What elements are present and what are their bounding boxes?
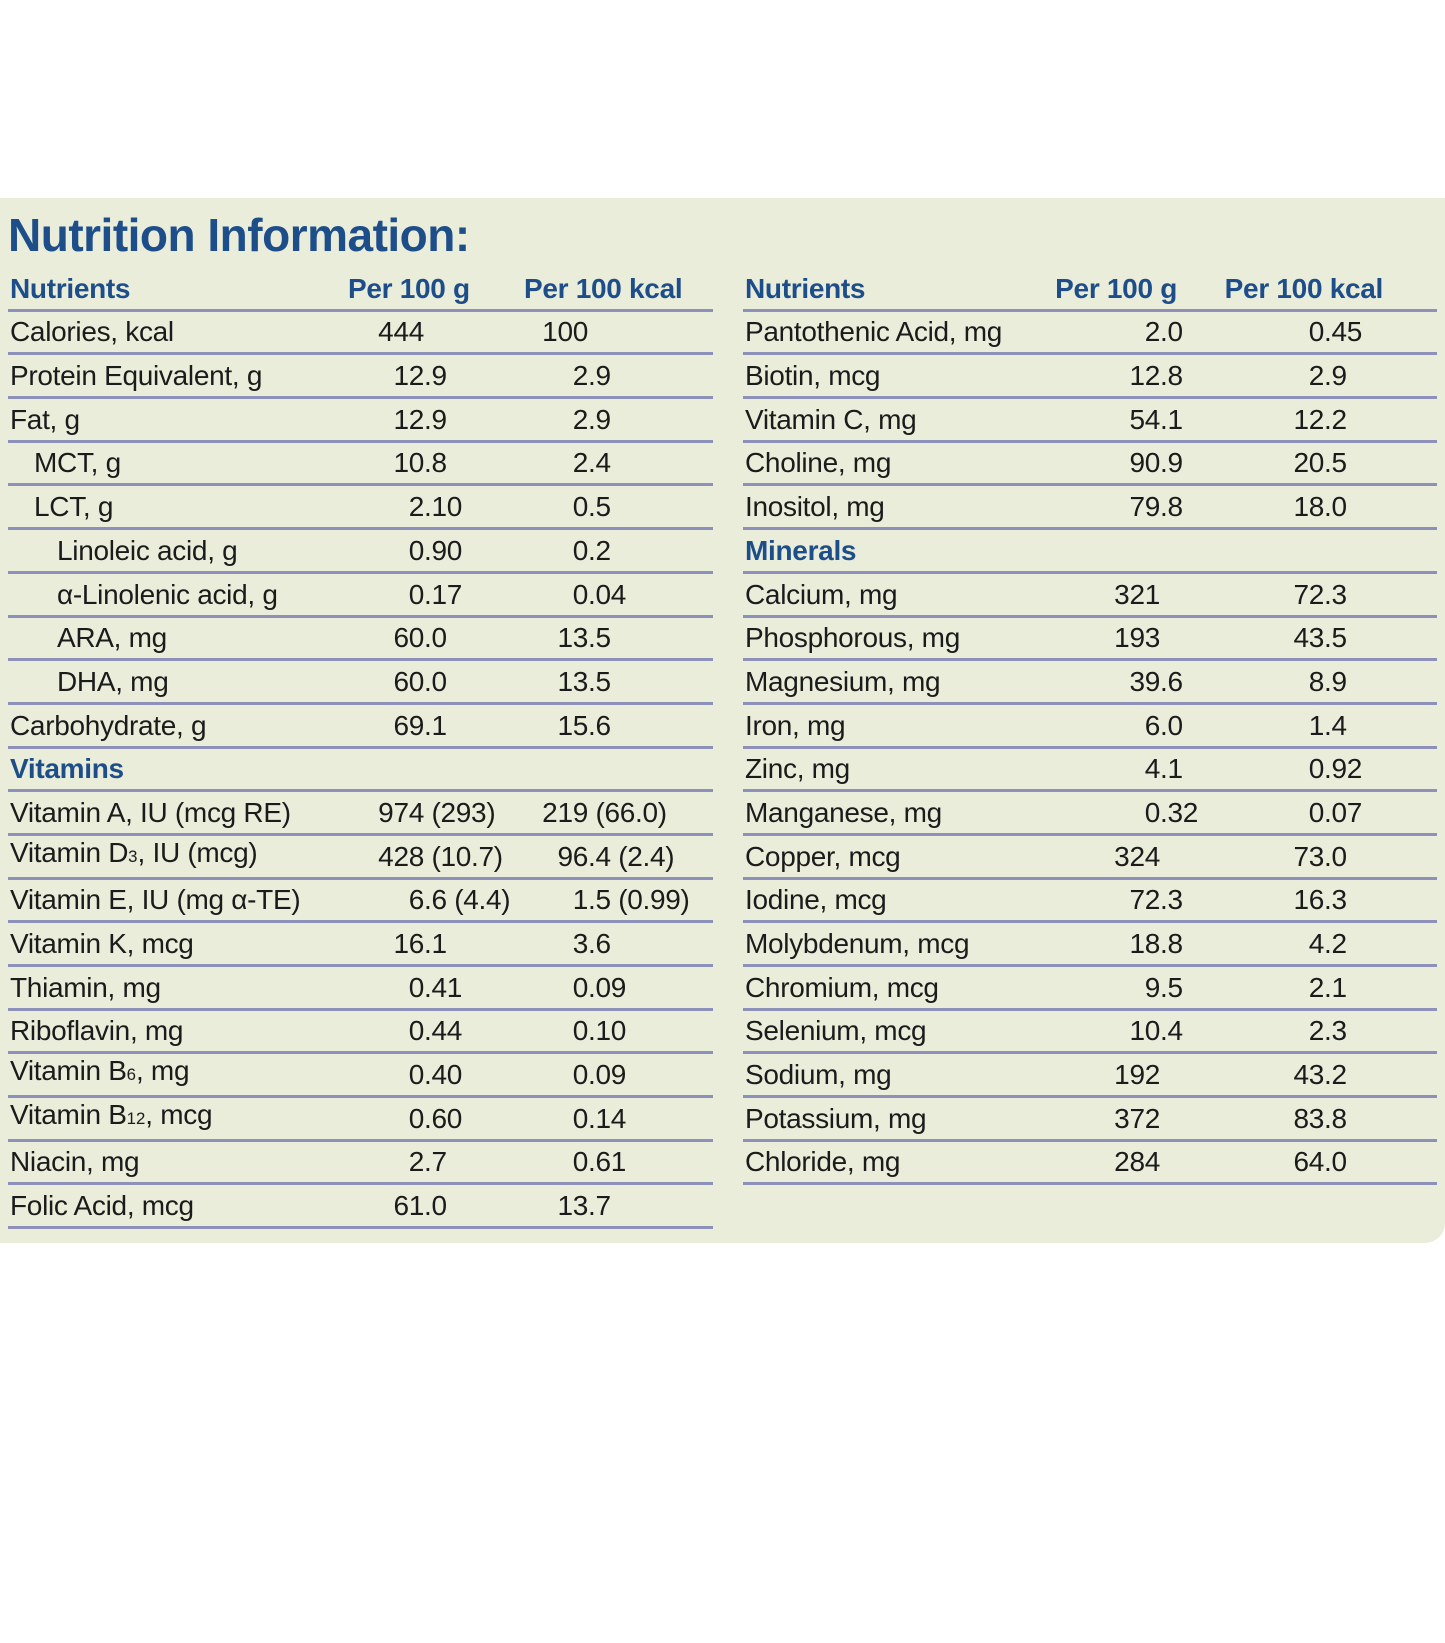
per-100g-value-int: 39 bbox=[1129, 665, 1160, 697]
nutrient-label: Vitamin C, mg bbox=[745, 403, 917, 435]
table-row bbox=[8, 312, 713, 356]
per-100kcal-value-frac: .0 bbox=[1324, 1146, 1347, 1178]
table-row bbox=[743, 661, 1437, 705]
per-100kcal-value-int: 64 bbox=[1293, 1146, 1324, 1178]
per-100g-value-int: 0 bbox=[1144, 796, 1160, 828]
per-100kcal-value-int: 0 bbox=[572, 1059, 588, 1091]
per-100kcal-value-int: 73 bbox=[1293, 840, 1324, 872]
table-row bbox=[8, 880, 713, 924]
per-100kcal-value-frac: .9 bbox=[588, 360, 611, 392]
per-100kcal-value-frac: .14 bbox=[588, 1102, 627, 1134]
per-100kcal-value-int: 2 bbox=[1308, 971, 1324, 1003]
nutrient-label: Vitamin D3, IU (mcg) bbox=[10, 836, 258, 868]
per-100kcal-column-header: Per 100 kcal bbox=[1224, 272, 1383, 304]
per-100g-value-frac: .60 bbox=[424, 1102, 463, 1134]
table-row bbox=[8, 618, 713, 662]
nutrient-label: α-Linolenic acid, g bbox=[57, 578, 278, 610]
per-100kcal-value-int: 2 bbox=[572, 360, 588, 392]
table-row bbox=[8, 1054, 713, 1098]
per-100g-value-int: 90 bbox=[1129, 447, 1160, 479]
per-100kcal-value-frac: .3 bbox=[1324, 1015, 1347, 1047]
per-100kcal-value-int: 0 bbox=[572, 534, 588, 566]
per-100g-value-int: 79 bbox=[1129, 491, 1160, 523]
nutrient-label: Niacin, mg bbox=[10, 1146, 140, 1178]
per-100g-value-int: 12 bbox=[393, 360, 424, 392]
per-100kcal-value-frac: .5 bbox=[1324, 622, 1347, 654]
per-100kcal-value-int: 0 bbox=[572, 1102, 588, 1134]
column-header-row bbox=[8, 268, 713, 312]
nutrient-label: Vitamin B6, mg bbox=[10, 1055, 190, 1087]
per-100g-value-int: 10 bbox=[393, 447, 424, 479]
nutrient-label: Vitamin K, mcg bbox=[10, 928, 194, 959]
per-100g-value-int: 2 bbox=[408, 1146, 424, 1178]
nutrient-label: Biotin, mcg bbox=[745, 360, 881, 392]
per-100g-column-header: Per 100 g bbox=[348, 272, 470, 304]
per-100kcal-value-int: 13 bbox=[557, 622, 588, 654]
per-100kcal-value-frac: .2 bbox=[588, 534, 611, 566]
nutrient-label: Thiamin, mg bbox=[10, 971, 161, 1003]
table-row bbox=[743, 1011, 1437, 1055]
per-100g-value-int: 60 bbox=[393, 622, 424, 654]
nutrient-label: Carbohydrate, g bbox=[10, 709, 207, 741]
table-row bbox=[743, 880, 1437, 924]
per-100g-value-int: 61 bbox=[393, 1190, 424, 1222]
per-100kcal-value-int: 0 bbox=[572, 578, 588, 610]
per-100g-value-frac: (10.7) bbox=[424, 840, 503, 872]
per-100kcal-value-frac: .3 bbox=[1324, 578, 1347, 610]
per-100kcal-value-int: 16 bbox=[1293, 884, 1324, 916]
table-row bbox=[743, 618, 1437, 662]
nutrient-label: Choline, mg bbox=[745, 447, 892, 479]
nutrient-label: Linoleic acid, g bbox=[57, 534, 238, 566]
per-100kcal-value-int: 0 bbox=[1308, 316, 1324, 348]
nutrient-label: Sodium, mg bbox=[745, 1059, 892, 1091]
per-100g-value-int: 9 bbox=[1144, 971, 1160, 1003]
per-100g-value-int: 10 bbox=[1129, 1015, 1160, 1047]
per-100g-value-int: 193 bbox=[1114, 622, 1160, 654]
per-100kcal-value-frac: .10 bbox=[588, 1015, 627, 1047]
per-100kcal-value-frac: .9 bbox=[1324, 665, 1347, 697]
nutrient-label: Zinc, mg bbox=[745, 753, 850, 785]
nutrient-label: LCT, g bbox=[34, 491, 114, 523]
table-row bbox=[8, 399, 713, 443]
per-100kcal-value-frac: .5 (0.99) bbox=[588, 884, 690, 916]
per-100g-value-frac: .1 bbox=[1160, 403, 1183, 435]
per-100kcal-value-frac: .5 bbox=[588, 665, 611, 697]
per-100kcal-value-int: 83 bbox=[1293, 1102, 1324, 1134]
per-100kcal-value-int: 0 bbox=[572, 971, 588, 1003]
per-100kcal-value-frac: .09 bbox=[588, 971, 627, 1003]
per-100g-value-int: 324 bbox=[1114, 840, 1160, 872]
per-100g-value-frac: .5 bbox=[1160, 971, 1183, 1003]
table-row bbox=[743, 792, 1437, 836]
per-100g-value-int: 0 bbox=[408, 971, 424, 1003]
per-100kcal-value-int: 13 bbox=[557, 665, 588, 697]
nutrient-label: Iodine, mcg bbox=[745, 884, 887, 916]
per-100g-value-int: 6 bbox=[408, 884, 424, 916]
per-100g-value-frac: .0 bbox=[424, 622, 447, 654]
per-100g-value-int: 974 bbox=[378, 796, 424, 828]
table-row bbox=[743, 1054, 1437, 1098]
nutrient-label: Vitamin A, IU (mcg RE) bbox=[10, 796, 291, 828]
table-row bbox=[743, 574, 1437, 618]
per-100kcal-value-frac: .7 bbox=[588, 1190, 611, 1222]
table-row bbox=[743, 355, 1437, 399]
per-100kcal-value-frac: .6 bbox=[588, 928, 611, 959]
table-row bbox=[8, 1098, 713, 1142]
per-100kcal-value-frac: .4 bbox=[588, 447, 611, 479]
per-100g-value-int: 192 bbox=[1114, 1059, 1160, 1091]
per-100g-value-frac: .8 bbox=[1160, 491, 1183, 523]
per-100kcal-value-int: 3 bbox=[572, 928, 588, 959]
tables-container bbox=[0, 268, 1445, 1229]
section-header-row bbox=[743, 530, 1437, 574]
table-row bbox=[743, 312, 1437, 356]
nutrient-label: Copper, mcg bbox=[745, 840, 901, 872]
table-row bbox=[8, 355, 713, 399]
per-100g-value-int: 2 bbox=[408, 491, 424, 523]
nutrition-panel bbox=[0, 198, 1445, 1243]
per-100kcal-value-int: 96 bbox=[557, 840, 588, 872]
per-100kcal-value-int: 219 bbox=[542, 796, 588, 828]
per-100g-value-int: 0 bbox=[408, 578, 424, 610]
per-100g-value-frac: .9 bbox=[424, 360, 447, 392]
nutrient-label: ARA, mg bbox=[57, 622, 167, 654]
table-row bbox=[8, 923, 713, 967]
nutrient-label: Calories, kcal bbox=[10, 316, 174, 348]
per-100kcal-value-frac: .3 bbox=[1324, 884, 1347, 916]
per-100kcal-value-int: 100 bbox=[542, 316, 588, 348]
per-100g-value-frac: .9 bbox=[1160, 447, 1183, 479]
per-100kcal-value-int: 0 bbox=[1308, 753, 1324, 785]
nutrient-label: Selenium, mcg bbox=[745, 1015, 927, 1047]
per-100g-value-frac: .4 bbox=[1160, 1015, 1183, 1047]
per-100kcal-value-frac: .61 bbox=[588, 1146, 627, 1178]
table-row bbox=[743, 749, 1437, 793]
left-table-rows bbox=[8, 312, 713, 1229]
subscript: 3 bbox=[128, 846, 138, 866]
per-100kcal-value-int: 13 bbox=[557, 1190, 588, 1222]
nutrient-label: Inositol, mg bbox=[745, 491, 885, 523]
per-100g-value-int: 372 bbox=[1114, 1102, 1160, 1134]
per-100kcal-value-frac: .9 bbox=[588, 403, 611, 435]
per-100kcal-value-frac: .8 bbox=[1324, 1102, 1347, 1134]
per-100g-value-frac: (293) bbox=[424, 796, 496, 828]
table-row bbox=[8, 967, 713, 1011]
nutrient-label: Pantothenic Acid, mg bbox=[745, 316, 1003, 348]
nutrient-label: Chromium, mcg bbox=[745, 971, 939, 1003]
left-nutrition-table bbox=[8, 268, 713, 1229]
per-100g-column-header: Per 100 g bbox=[1055, 272, 1177, 304]
nutrient-label: Vitamin B12, mcg bbox=[10, 1098, 213, 1130]
per-100g-value-int: 16 bbox=[393, 928, 424, 959]
right-table-rows bbox=[743, 312, 1437, 1186]
per-100kcal-value-frac: .04 bbox=[588, 578, 627, 610]
per-100g-value-frac: .6 bbox=[1160, 665, 1183, 697]
table-row bbox=[8, 792, 713, 836]
per-100g-value-frac: .8 bbox=[1160, 360, 1183, 392]
per-100kcal-value-frac: .2 bbox=[1324, 1059, 1347, 1091]
per-100g-value-frac: .7 bbox=[424, 1146, 447, 1178]
table-row bbox=[8, 530, 713, 574]
per-100kcal-value-int: 2 bbox=[572, 403, 588, 435]
per-100g-value-int: 0 bbox=[408, 1059, 424, 1091]
nutrient-label: Chloride, mg bbox=[745, 1146, 901, 1178]
per-100g-value-int: 6 bbox=[1144, 709, 1160, 741]
per-100g-value-int: 12 bbox=[1129, 360, 1160, 392]
table-row bbox=[743, 1142, 1437, 1186]
per-100g-value-int: 12 bbox=[393, 403, 424, 435]
table-row bbox=[8, 1142, 713, 1186]
nutrient-label: Potassium, mg bbox=[745, 1102, 927, 1134]
per-100kcal-value-frac: (66.0) bbox=[588, 796, 667, 828]
per-100g-value-int: 69 bbox=[393, 709, 424, 741]
subscript: 12 bbox=[126, 1108, 146, 1128]
per-100g-value-frac: .41 bbox=[424, 971, 463, 1003]
per-100g-value-frac: .1 bbox=[424, 709, 447, 741]
per-100kcal-value-frac: .45 bbox=[1324, 316, 1363, 348]
per-100kcal-value-int: 72 bbox=[1293, 578, 1324, 610]
per-100kcal-value-int: 2 bbox=[1308, 1015, 1324, 1047]
per-100g-value-int: 72 bbox=[1129, 884, 1160, 916]
nutrient-label: Molybdenum, mcg bbox=[745, 928, 970, 959]
table-row bbox=[743, 705, 1437, 749]
per-100g-value-int: 0 bbox=[408, 1015, 424, 1047]
per-100kcal-value-int: 0 bbox=[1308, 796, 1324, 828]
per-100g-value-int: 54 bbox=[1129, 403, 1160, 435]
per-100kcal-value-int: 15 bbox=[557, 709, 588, 741]
per-100kcal-value-int: 18 bbox=[1293, 491, 1324, 523]
per-100g-value-frac: .10 bbox=[424, 491, 463, 523]
per-100g-value-frac: .32 bbox=[1160, 796, 1199, 828]
table-row bbox=[8, 705, 713, 749]
per-100g-value-frac: .1 bbox=[424, 928, 447, 959]
per-100kcal-value-frac: .0 bbox=[1324, 491, 1347, 523]
per-100kcal-column-header: Per 100 kcal bbox=[524, 272, 683, 304]
per-100kcal-value-int: 2 bbox=[1308, 360, 1324, 392]
nutrient-label: Fat, g bbox=[10, 403, 80, 435]
per-100g-value-int: 428 bbox=[378, 840, 424, 872]
per-100g-value-frac: .8 bbox=[424, 447, 447, 479]
per-100kcal-value-int: 20 bbox=[1293, 447, 1324, 479]
nutrient-label: Magnesium, mg bbox=[745, 665, 941, 697]
per-100kcal-value-frac: .2 bbox=[1324, 928, 1347, 959]
per-100kcal-value-frac: .1 bbox=[1324, 971, 1347, 1003]
per-100kcal-value-frac: .5 bbox=[588, 622, 611, 654]
per-100kcal-value-frac: .6 bbox=[588, 709, 611, 741]
nutrient-label: Folic Acid, mcg bbox=[10, 1190, 194, 1222]
per-100g-value-int: 284 bbox=[1114, 1146, 1160, 1178]
per-100kcal-value-frac: .4 (2.4) bbox=[588, 840, 675, 872]
table-row bbox=[8, 836, 713, 880]
per-100g-value-frac: .44 bbox=[424, 1015, 463, 1047]
per-100kcal-value-int: 1 bbox=[572, 884, 588, 916]
per-100g-value-int: 444 bbox=[378, 316, 424, 348]
per-100kcal-value-frac: .2 bbox=[1324, 403, 1347, 435]
per-100g-value-frac: .6 (4.4) bbox=[424, 884, 511, 916]
section-header-row bbox=[8, 749, 713, 793]
per-100kcal-value-int: 43 bbox=[1293, 1059, 1324, 1091]
table-row bbox=[743, 399, 1437, 443]
per-100kcal-value-frac: .5 bbox=[588, 491, 611, 523]
per-100kcal-value-frac: .09 bbox=[588, 1059, 627, 1091]
table-row bbox=[8, 486, 713, 530]
column-header-row bbox=[743, 268, 1437, 312]
table-row bbox=[743, 1098, 1437, 1142]
per-100kcal-value-int: 8 bbox=[1308, 665, 1324, 697]
per-100kcal-value-frac: .5 bbox=[1324, 447, 1347, 479]
per-100g-value-frac: .90 bbox=[424, 534, 463, 566]
nutrient-label: Protein Equivalent, g bbox=[10, 360, 263, 392]
table-row bbox=[8, 1011, 713, 1055]
per-100kcal-value-frac: .92 bbox=[1324, 753, 1363, 785]
section-header-label: Vitamins bbox=[10, 753, 124, 785]
nutrients-column-header: Nutrients bbox=[745, 272, 866, 304]
section-header-label: Minerals bbox=[745, 534, 857, 566]
table-row bbox=[743, 836, 1437, 880]
nutrients-column-header: Nutrients bbox=[10, 272, 131, 304]
per-100g-value-frac: .17 bbox=[424, 578, 463, 610]
per-100g-value-frac: .8 bbox=[1160, 928, 1183, 959]
per-100g-value-int: 2 bbox=[1144, 316, 1160, 348]
per-100kcal-value-int: 0 bbox=[572, 491, 588, 523]
per-100kcal-value-frac: .07 bbox=[1324, 796, 1363, 828]
table-row bbox=[743, 443, 1437, 487]
table-row bbox=[743, 923, 1437, 967]
per-100g-value-int: 4 bbox=[1144, 753, 1160, 785]
per-100kcal-value-int: 1 bbox=[1308, 709, 1324, 741]
per-100g-value-frac: .9 bbox=[424, 403, 447, 435]
nutrient-label: MCT, g bbox=[34, 447, 121, 479]
per-100kcal-value-int: 0 bbox=[572, 1015, 588, 1047]
per-100g-value-frac: .0 bbox=[1160, 316, 1183, 348]
table-row bbox=[8, 1185, 713, 1229]
per-100kcal-value-int: 2 bbox=[572, 447, 588, 479]
per-100g-value-frac: .1 bbox=[1160, 753, 1183, 785]
page-title: Nutrition Information: bbox=[8, 209, 470, 261]
right-nutrition-table bbox=[743, 268, 1437, 1229]
table-row bbox=[743, 486, 1437, 530]
per-100g-value-frac: .0 bbox=[424, 1190, 447, 1222]
nutrient-label: DHA, mg bbox=[57, 665, 169, 697]
nutrient-label: Manganese, mg bbox=[745, 796, 942, 828]
per-100kcal-value-frac: .0 bbox=[1324, 840, 1347, 872]
table-row bbox=[8, 574, 713, 618]
per-100kcal-value-frac: .9 bbox=[1324, 360, 1347, 392]
nutrient-label: Vitamin E, IU (mg α-TE) bbox=[10, 884, 301, 916]
per-100g-value-int: 0 bbox=[408, 1102, 424, 1134]
nutrient-label: Riboflavin, mg bbox=[10, 1015, 184, 1047]
per-100g-value-int: 60 bbox=[393, 665, 424, 697]
per-100kcal-value-int: 0 bbox=[572, 1146, 588, 1178]
per-100g-value-int: 321 bbox=[1114, 578, 1160, 610]
per-100g-value-frac: .0 bbox=[424, 665, 447, 697]
table-row bbox=[743, 967, 1437, 1011]
table-row bbox=[8, 443, 713, 487]
per-100g-value-frac: .3 bbox=[1160, 884, 1183, 916]
per-100kcal-value-frac: .4 bbox=[1324, 709, 1347, 741]
subscript: 6 bbox=[126, 1065, 136, 1085]
per-100kcal-value-int: 4 bbox=[1308, 928, 1324, 959]
table-row bbox=[8, 661, 713, 705]
per-100kcal-value-int: 43 bbox=[1293, 622, 1324, 654]
per-100g-value-frac: .0 bbox=[1160, 709, 1183, 741]
nutrient-label: Calcium, mg bbox=[745, 578, 898, 610]
nutrient-label: Iron, mg bbox=[745, 709, 846, 741]
per-100g-value-int: 18 bbox=[1129, 928, 1160, 959]
per-100kcal-value-int: 12 bbox=[1293, 403, 1324, 435]
per-100g-value-frac: .40 bbox=[424, 1059, 463, 1091]
per-100g-value-int: 0 bbox=[408, 534, 424, 566]
nutrient-label: Phosphorous, mg bbox=[745, 622, 960, 654]
